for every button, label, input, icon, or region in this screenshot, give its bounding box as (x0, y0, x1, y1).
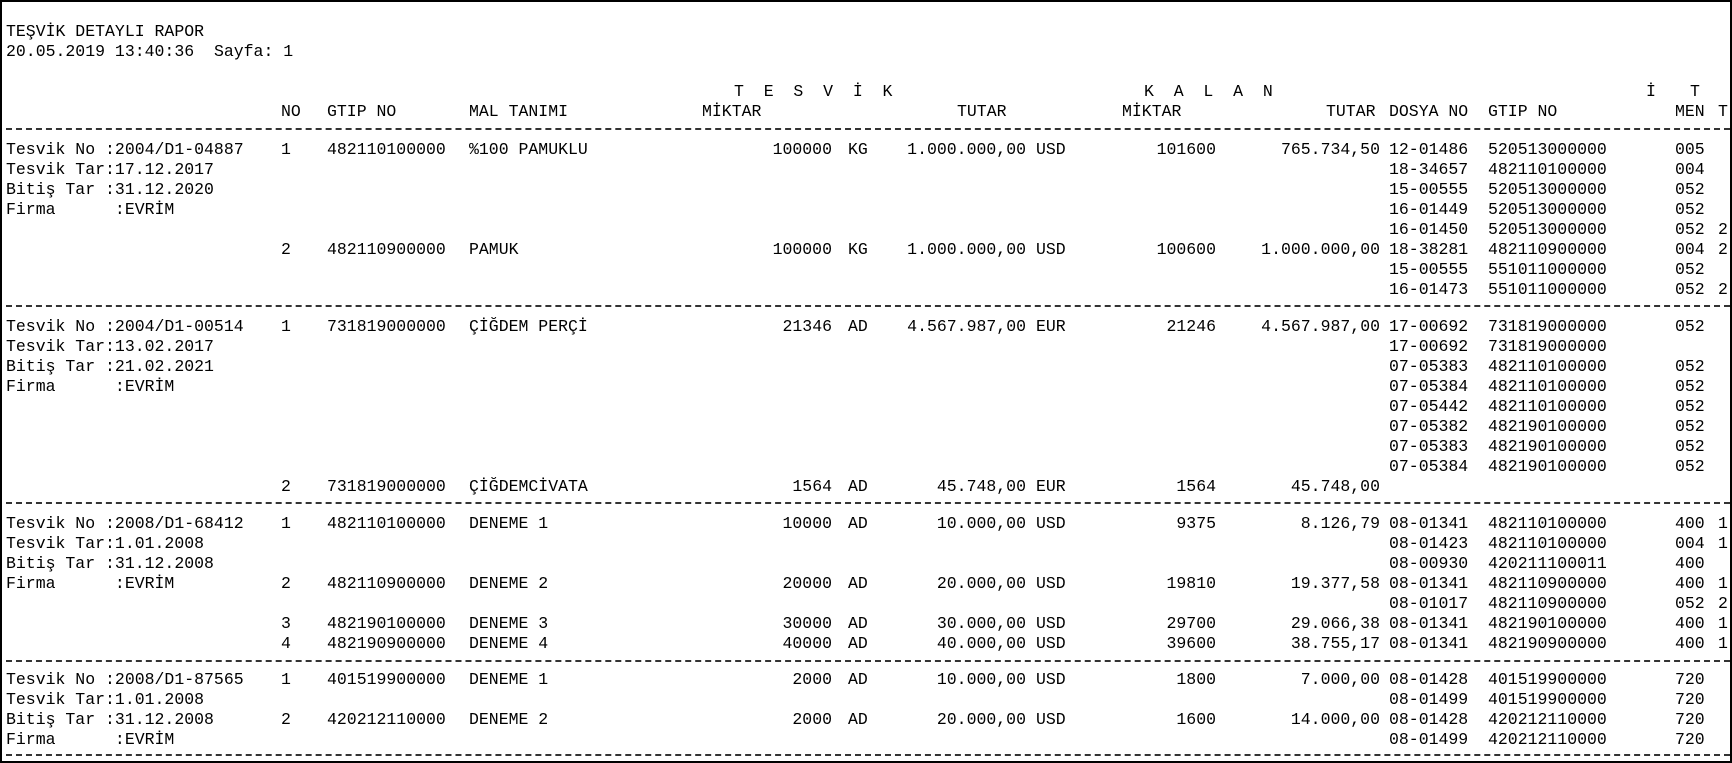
dosya-gtip: 731819000000 (1488, 317, 1607, 336)
item-tutar: 1.000.000,00 (907, 240, 1026, 259)
dosya-men: 052 (1675, 457, 1705, 476)
col-header-tutar: TUTAR (957, 102, 1007, 121)
item-miktar: 40000 (782, 634, 832, 653)
dosya-no: 08-01499 (1389, 730, 1469, 749)
item-kalan-miktar: 21246 (1166, 317, 1216, 336)
dosya-gtip: 482190900000 (1488, 634, 1607, 653)
dosya-no: 08-01499 (1389, 690, 1469, 709)
item-gtip: 731819000000 (327, 317, 446, 336)
item-birim: AD (848, 477, 868, 496)
item-miktar: 100000 (772, 240, 832, 259)
dosya-gtip: 482190100000 (1488, 437, 1607, 456)
tesvik-no: Tesvik No :2008/D1-87565 (6, 670, 244, 689)
bitis-tar: Bitiş Tar :31.12.2020 (6, 180, 214, 199)
item-doviz: USD (1036, 514, 1066, 533)
item-gtip: 731819000000 (327, 477, 446, 496)
dosya-men: 720 (1675, 730, 1705, 749)
tesvik-tar: Tesvik Tar:1.01.2008 (6, 690, 205, 709)
dosya-men: 052 (1675, 220, 1705, 239)
dosya-t: 1 (1718, 574, 1728, 593)
dosya-men: 004 (1675, 534, 1705, 553)
item-tutar: 40.000,00 (936, 634, 1026, 653)
item-kalan-tutar: 38.755,17 (1290, 634, 1380, 653)
item-doviz: EUR (1036, 317, 1066, 336)
dosya-no: 07-05384 (1389, 377, 1469, 396)
dosya-t: 2 (1718, 594, 1728, 613)
item-kalan-miktar: 101600 (1156, 140, 1216, 159)
separator (6, 660, 1730, 662)
group-header-kalan: K A L A N (1144, 82, 1273, 101)
dosya-gtip: 482190100000 (1488, 614, 1607, 633)
dosya-no: 07-05384 (1389, 457, 1469, 476)
report-datetime-line (6, 42, 293, 62)
dosya-no: 07-05442 (1389, 397, 1469, 416)
item-doviz: USD (1036, 240, 1066, 259)
col-header-no: NO (281, 102, 301, 121)
dosya-gtip: 520513000000 (1488, 180, 1607, 199)
firma: Firma :EVRİM (6, 200, 175, 219)
item-tutar: 4.567.987,00 (907, 317, 1026, 336)
item-birim: AD (848, 710, 868, 729)
dosya-t: 1 (1718, 514, 1728, 533)
dosya-no: 08-01341 (1389, 514, 1469, 533)
tesvik-tar: Tesvik Tar:17.12.2017 (6, 160, 214, 179)
dosya-no: 15-00555 (1389, 260, 1469, 279)
item-no: 2 (281, 477, 291, 496)
item-mal: %100 PAMUKLU (469, 140, 588, 159)
item-mal: DENEME 4 (469, 634, 549, 653)
dosya-men: 400 (1675, 614, 1705, 633)
item-kalan-miktar: 1800 (1176, 670, 1216, 689)
page-number: 1 (283, 42, 294, 61)
item-kalan-tutar: 4.567.987,00 (1261, 317, 1380, 336)
item-miktar: 10000 (782, 514, 832, 533)
dosya-gtip: 482110100000 (1488, 514, 1607, 533)
item-miktar: 1564 (792, 477, 832, 496)
item-doviz: USD (1036, 670, 1066, 689)
item-birim: AD (848, 514, 868, 533)
item-gtip: 482110900000 (327, 574, 446, 593)
dosya-gtip: 420212110000 (1488, 710, 1607, 729)
item-kalan-tutar: 765.734,50 (1280, 140, 1380, 159)
dosya-no: 12-01486 (1389, 140, 1469, 159)
dosya-gtip: 401519900000 (1488, 670, 1607, 689)
item-kalan-tutar: 19.377,58 (1290, 574, 1380, 593)
dosya-gtip: 420212110000 (1488, 730, 1607, 749)
item-kalan-miktar: 29700 (1166, 614, 1216, 633)
dosya-gtip: 482110100000 (1488, 357, 1607, 376)
item-mal: DENEME 2 (469, 574, 549, 593)
item-kalan-miktar: 1564 (1176, 477, 1216, 496)
firma: Firma :EVRİM (6, 574, 175, 593)
page-label: Sayfa: (213, 42, 274, 61)
item-miktar: 2000 (792, 710, 832, 729)
dosya-no: 08-01017 (1389, 594, 1469, 613)
dosya-gtip: 520513000000 (1488, 140, 1607, 159)
dosya-t: 1 (1718, 534, 1728, 553)
item-kalan-miktar: 39600 (1166, 634, 1216, 653)
item-mal: ÇİĞDEMCİVATA (469, 477, 588, 496)
dosya-gtip: 520513000000 (1488, 200, 1607, 219)
item-mal: DENEME 2 (469, 710, 549, 729)
item-birim: AD (848, 317, 868, 336)
col-header-kalan-tutar: TUTAR (1326, 102, 1376, 121)
item-doviz: USD (1036, 710, 1066, 729)
dosya-no: 17-00692 (1389, 317, 1469, 336)
item-miktar: 100000 (772, 140, 832, 159)
dosya-gtip: 482110900000 (1488, 574, 1607, 593)
item-gtip: 482190900000 (327, 634, 446, 653)
item-no: 2 (281, 574, 291, 593)
report-title: TEŞVİK DETAYLI RAPOR (6, 22, 205, 41)
item-kalan-tutar: 1.000.000,00 (1261, 240, 1380, 259)
item-kalan-miktar: 1600 (1176, 710, 1216, 729)
dosya-gtip: 482110100000 (1488, 397, 1607, 416)
dosya-men: 005 (1675, 140, 1705, 159)
col-header-t: T (1718, 102, 1728, 121)
item-doviz: USD (1036, 140, 1066, 159)
item-tutar: 10.000,00 (936, 514, 1026, 533)
item-mal: PAMUK (469, 240, 519, 259)
dosya-no: 08-01341 (1389, 574, 1469, 593)
item-tutar: 20.000,00 (936, 574, 1026, 593)
item-no: 2 (281, 710, 291, 729)
dosya-men: 052 (1675, 417, 1705, 436)
item-no: 3 (281, 614, 291, 633)
dosya-no: 07-05383 (1389, 437, 1469, 456)
item-tutar: 45.748,00 (936, 477, 1026, 496)
item-no: 1 (281, 514, 291, 533)
item-tutar: 1.000.000,00 (907, 140, 1026, 159)
dosya-gtip: 731819000000 (1488, 337, 1607, 356)
col-header-miktar: MİKTAR (702, 102, 762, 121)
item-miktar: 21346 (782, 317, 832, 336)
dosya-gtip: 420211100011 (1488, 554, 1607, 573)
dosya-t: 1 (1718, 634, 1728, 653)
dosya-men: 052 (1675, 317, 1705, 336)
dosya-gtip: 551011000000 (1488, 260, 1607, 279)
dosya-no: 18-38281 (1389, 240, 1469, 259)
item-no: 4 (281, 634, 291, 653)
item-no: 1 (281, 317, 291, 336)
dosya-gtip: 482190100000 (1488, 457, 1607, 476)
tesvik-no: Tesvik No :2008/D1-68412 (6, 514, 244, 533)
item-doviz: USD (1036, 574, 1066, 593)
dosya-no: 08-01423 (1389, 534, 1469, 553)
dosya-gtip: 482110100000 (1488, 160, 1607, 179)
bitis-tar: Bitiş Tar :21.02.2021 (6, 357, 214, 376)
item-miktar: 2000 (792, 670, 832, 689)
dosya-no: 08-01428 (1389, 670, 1469, 689)
dosya-men: 400 (1675, 634, 1705, 653)
item-kalan-miktar: 19810 (1166, 574, 1216, 593)
dosya-men: 720 (1675, 710, 1705, 729)
group-header-ithal-t: T (1690, 82, 1700, 101)
dosya-men: 720 (1675, 670, 1705, 689)
dosya-gtip: 482110900000 (1488, 594, 1607, 613)
dosya-no: 08-01341 (1389, 614, 1469, 633)
dosya-no: 16-01449 (1389, 200, 1469, 219)
item-mal: ÇİĞDEM PERÇİ (469, 317, 588, 336)
dosya-t: 1 (1718, 614, 1728, 633)
dosya-no: 08-01341 (1389, 634, 1469, 653)
dosya-men: 052 (1675, 200, 1705, 219)
col-header-men: MEN (1675, 102, 1705, 121)
dosya-men: 004 (1675, 160, 1705, 179)
dosya-gtip: 551011000000 (1488, 280, 1607, 299)
dosya-men: 400 (1675, 574, 1705, 593)
item-doviz: USD (1036, 614, 1066, 633)
item-birim: KG (848, 140, 868, 159)
item-birim: AD (848, 614, 868, 633)
item-kalan-tutar: 29.066,38 (1290, 614, 1380, 633)
dosya-no: 17-00692 (1389, 337, 1469, 356)
dosya-men: 052 (1675, 260, 1705, 279)
dosya-gtip: 482110100000 (1488, 534, 1607, 553)
item-kalan-miktar: 100600 (1156, 240, 1216, 259)
dosya-men: 400 (1675, 554, 1705, 573)
item-gtip: 401519900000 (327, 670, 446, 689)
item-mal: DENEME 1 (469, 514, 549, 533)
bitis-tar: Bitiş Tar :31.12.2008 (6, 554, 214, 573)
item-birim: AD (848, 574, 868, 593)
dosya-men: 400 (1675, 514, 1705, 533)
item-kalan-miktar: 9375 (1176, 514, 1216, 533)
dosya-no: 16-01473 (1389, 280, 1469, 299)
col-header-gtip: GTIP NO (327, 102, 397, 121)
item-no: 1 (281, 140, 291, 159)
tesvik-tar: Tesvik Tar:1.01.2008 (6, 534, 205, 553)
dosya-men: 052 (1675, 437, 1705, 456)
col-header-mal: MAL TANIMI (469, 102, 569, 121)
dosya-t: 2 (1718, 240, 1728, 259)
group-header-tesvik: T E S V İ K (734, 82, 893, 101)
firma: Firma :EVRİM (6, 377, 175, 396)
dosya-t: 2 (1718, 280, 1728, 299)
col-header-kalan-miktar: MİKTAR (1122, 102, 1182, 121)
separator (6, 754, 1730, 756)
item-gtip: 420212110000 (327, 710, 446, 729)
item-miktar: 20000 (782, 574, 832, 593)
dosya-no: 15-00555 (1389, 180, 1469, 199)
separator (6, 305, 1730, 307)
dosya-gtip: 482110900000 (1488, 240, 1607, 259)
dosya-no: 16-01450 (1389, 220, 1469, 239)
dosya-men: 052 (1675, 377, 1705, 396)
item-mal: DENEME 1 (469, 670, 549, 689)
dosya-no: 07-05383 (1389, 357, 1469, 376)
item-gtip: 482190100000 (327, 614, 446, 633)
item-doviz: EUR (1036, 477, 1066, 496)
col-header-dosya: DOSYA NO (1389, 102, 1469, 121)
item-no: 2 (281, 240, 291, 259)
item-birim: AD (848, 670, 868, 689)
item-tutar: 30.000,00 (936, 614, 1026, 633)
item-tutar: 10.000,00 (936, 670, 1026, 689)
dosya-men: 052 (1675, 280, 1705, 299)
dosya-men: 052 (1675, 397, 1705, 416)
item-birim: AD (848, 634, 868, 653)
dosya-men: 052 (1675, 180, 1705, 199)
dosya-gtip: 482190100000 (1488, 417, 1607, 436)
tesvik-no: Tesvik No :2004/D1-00514 (6, 317, 244, 336)
dosya-no: 18-34657 (1389, 160, 1469, 179)
item-kalan-tutar: 8.126,79 (1300, 514, 1380, 533)
item-kalan-tutar: 45.748,00 (1290, 477, 1380, 496)
tesvik-tar: Tesvik Tar:13.02.2017 (6, 337, 214, 356)
dosya-t: 2 (1718, 220, 1728, 239)
col-header-gtip2: GTIP NO (1488, 102, 1558, 121)
dosya-gtip: 482110100000 (1488, 377, 1607, 396)
dosya-gtip: 401519900000 (1488, 690, 1607, 709)
firma: Firma :EVRİM (6, 730, 175, 749)
dosya-men: 004 (1675, 240, 1705, 259)
dosya-men: 052 (1675, 357, 1705, 376)
item-tutar: 20.000,00 (936, 710, 1026, 729)
report-datetime: 20.05.2019 13:40:36 (6, 42, 195, 61)
item-gtip: 482110100000 (327, 140, 446, 159)
item-doviz: USD (1036, 634, 1066, 653)
item-no: 1 (281, 670, 291, 689)
dosya-gtip: 520513000000 (1488, 220, 1607, 239)
separator (6, 128, 1730, 130)
item-gtip: 482110100000 (327, 514, 446, 533)
item-miktar: 30000 (782, 614, 832, 633)
dosya-no: 07-05382 (1389, 417, 1469, 436)
item-mal: DENEME 3 (469, 614, 549, 633)
group-header-ithal-i: İ (1646, 82, 1656, 101)
item-gtip: 482110900000 (327, 240, 446, 259)
dosya-men: 052 (1675, 594, 1705, 613)
bitis-tar: Bitiş Tar :31.12.2008 (6, 710, 214, 729)
dosya-no: 08-01428 (1389, 710, 1469, 729)
item-birim: KG (848, 240, 868, 259)
separator (6, 502, 1730, 504)
item-kalan-tutar: 14.000,00 (1290, 710, 1380, 729)
dosya-men: 720 (1675, 690, 1705, 709)
tesvik-no: Tesvik No :2004/D1-04887 (6, 140, 244, 159)
dosya-no: 08-00930 (1389, 554, 1469, 573)
item-kalan-tutar: 7.000,00 (1300, 670, 1380, 689)
